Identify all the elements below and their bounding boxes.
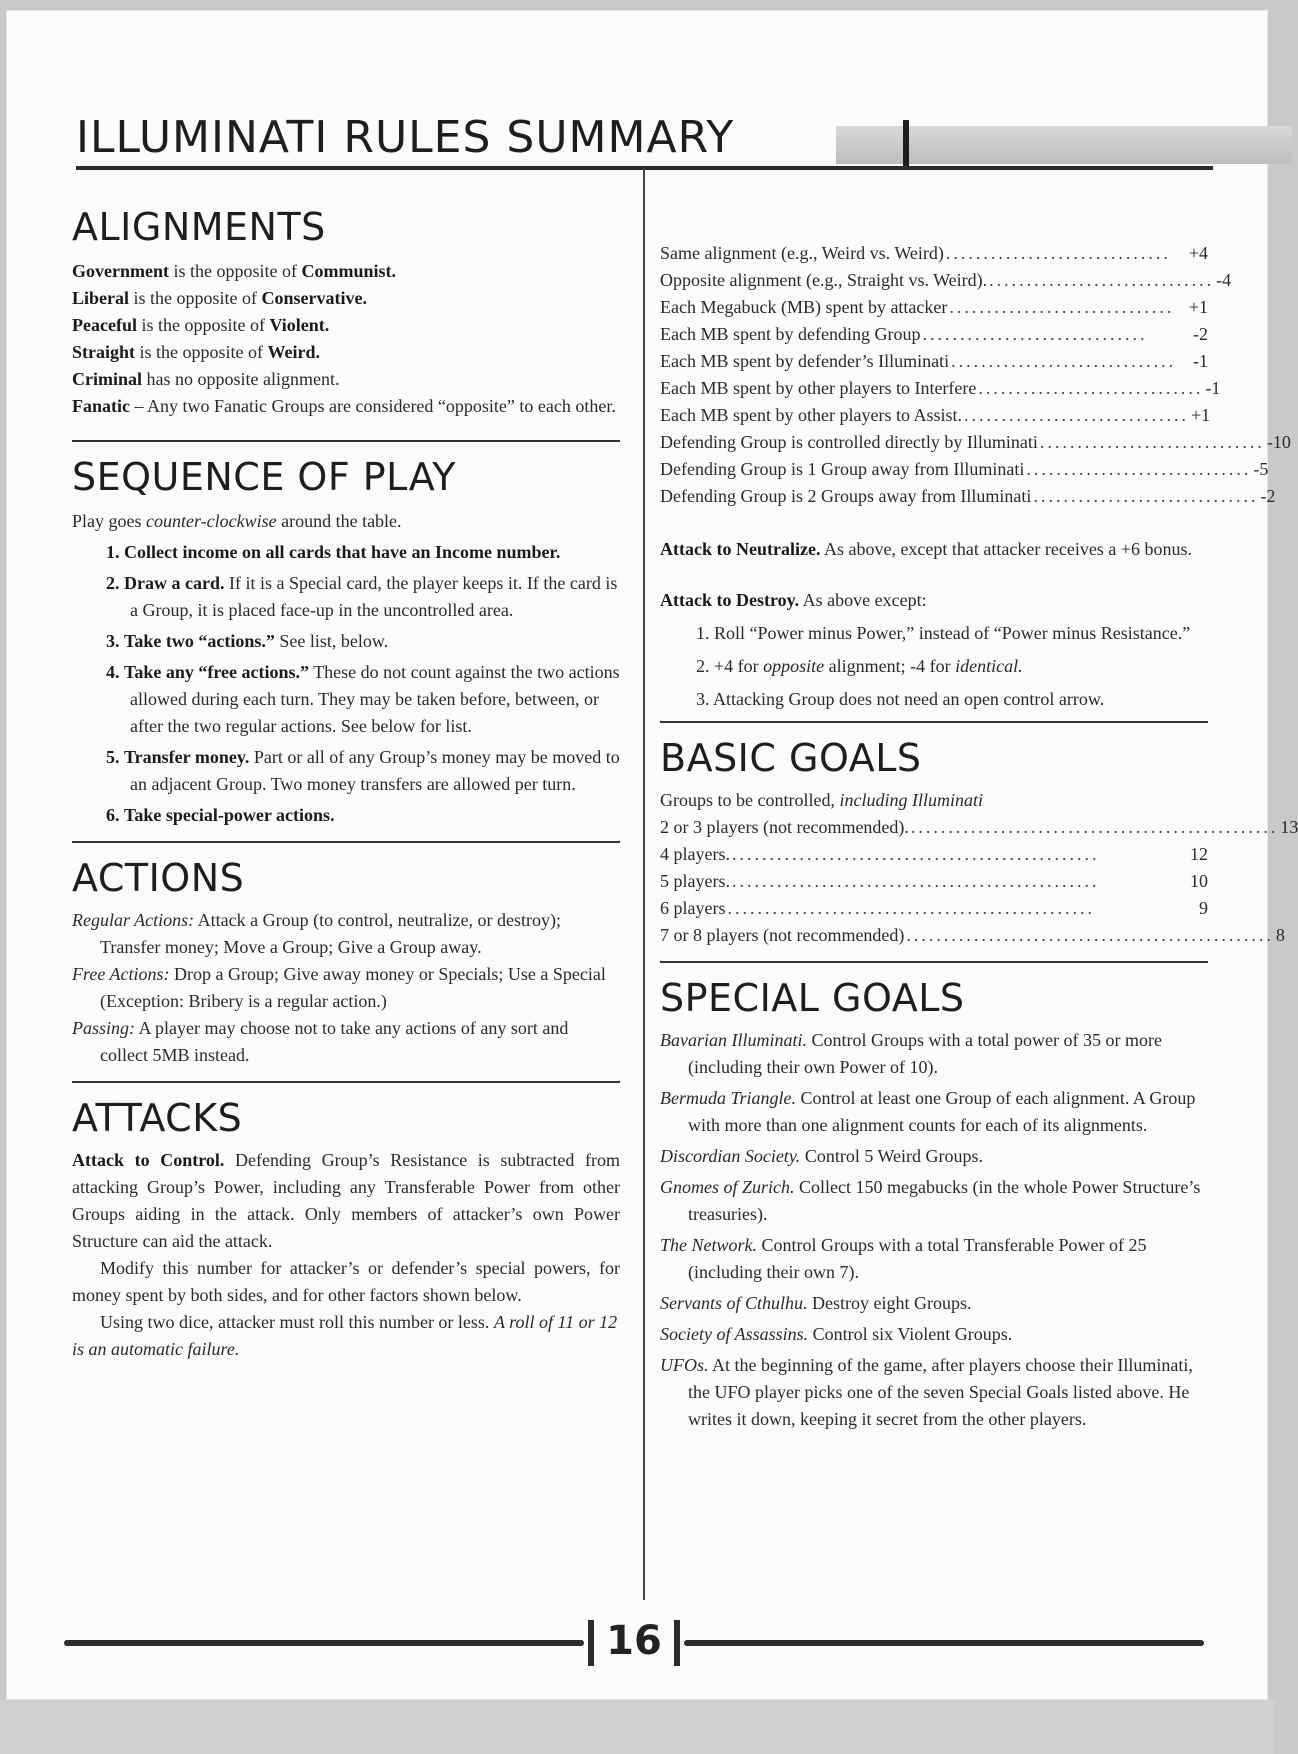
special-goal-item: Gnomes of Zurich. Collect 150 megabucks (in the whole Power Structure’s treasuries).	[660, 1177, 1201, 1224]
basic-goals-section	[660, 735, 1298, 949]
special-goals-heading: SPECIAL GOALS	[660, 976, 965, 1020]
action-item: Free Actions: Drop a Group; Give away money or Specials; Use a Special (Exception: Bribery is a regular action.)	[72, 964, 606, 1011]
modifier-row: Each MB spent by other players to Interfere .............................. -1	[660, 378, 1221, 398]
title-banner	[76, 112, 1213, 172]
modifier-row: Defending Group is controlled directly by Illuminati .............................. -10	[660, 432, 1291, 452]
special-goals-section	[660, 975, 1208, 1433]
list-item: 3. Take two “actions.” See list, below.	[106, 631, 389, 651]
destroy-list	[660, 620, 1208, 713]
attack-modifiers	[660, 240, 1291, 510]
alignment-line: Fanatic – Any two Fanatic Groups are considered “opposite” to each other.	[72, 396, 616, 416]
sequence-intro: Play goes counter-clockwise around the table.	[72, 511, 402, 531]
sequence-section	[72, 454, 620, 829]
special-goal-item: UFOs. At the beginning of the game, after players choose their Illuminati, the UFO player picks one of the seven Special Goals listed above. He writes it down, keeping it secret from the other players.	[660, 1355, 1193, 1429]
modifier-row: Each MB spent by other players to Assist. .............................. +1	[660, 405, 1211, 425]
section-divider	[72, 440, 620, 442]
modifier-row: Opposite alignment (e.g., Straight vs. Weird). .............................. -4	[660, 270, 1232, 290]
attack-neutralize-text: Attack to Neutralize. As above, except that attacker receives a +6 bonus.	[660, 539, 1192, 559]
list-item: 6. Take special-power actions.	[106, 805, 335, 825]
special-goal-item: Bavarian Illuminati. Control Groups with a total power of 35 or more (including their own Power of 10).	[660, 1030, 1162, 1077]
alignment-line: Criminal has no opposite alignment.	[72, 369, 340, 389]
alignments-heading: ALIGNMENTS	[72, 205, 326, 249]
sequence-heading: SEQUENCE OF PLAY	[72, 455, 456, 499]
alignment-line: Government is the opposite of Communist.	[72, 261, 396, 281]
actions-section	[72, 855, 620, 1069]
special-goal-item: Servants of Cthulhu. Destroy eight Groups.	[660, 1293, 972, 1313]
list-item: 1. Collect income on all cards that have an Income number.	[106, 542, 561, 562]
footer-rule-right	[684, 1640, 1204, 1646]
attacks-heading: ATTACKS	[72, 1096, 243, 1140]
alignment-line: Straight is the opposite of Weird.	[72, 342, 320, 362]
modifier-row: Each Megabuck (MB) spent by attacker .............................. +1	[660, 297, 1208, 317]
scan-margin	[0, 1700, 1275, 1754]
page-number: 16	[606, 1618, 662, 1664]
alignment-line: Liberal is the opposite of Conservative.	[72, 288, 367, 308]
action-item: Regular Actions: Attack a Group (to control, neutralize, or destroy); Transfer money; Move a Group; Give a Group away.	[72, 910, 562, 957]
attacks-section	[72, 1095, 620, 1363]
basic-goals-intro: Groups to be controlled, including Illuminati	[660, 790, 983, 810]
attack-control-text: Attack to Control. Defending Group’s Resistance is subtracted from attacking Group’s Power, including any Transferable Power from other Groups aiding in the attack. Only members of attacker’s own Power Structure can aid the attack.	[72, 1150, 620, 1251]
actions-heading: ACTIONS	[72, 856, 245, 900]
sequence-steps	[72, 539, 620, 829]
list-item: 2. +4 for opposite alignment; -4 for identical.	[696, 656, 1023, 676]
section-divider	[72, 1081, 620, 1083]
special-goal-item: The Network. Control Groups with a total Transferable Power of 25 (including their own 7).	[660, 1235, 1147, 1282]
goal-row: 4 players. ................................................. 12	[660, 844, 1208, 864]
left-column	[72, 204, 620, 1363]
goal-row: 5 players. ................................................. 10	[660, 871, 1208, 891]
attack-roll-text: Using two dice, attacker must roll this number or less. A roll of 11 or 12 is an automatic failure.	[72, 1312, 618, 1359]
page-footer	[64, 1618, 1204, 1666]
modifier-row: Each MB spent by defender’s Illuminati .............................. -1	[660, 351, 1208, 371]
special-goal-item: Discordian Society. Control 5 Weird Groups.	[660, 1146, 984, 1166]
goal-row: 2 or 3 players (not recommended). ................................................. 13	[660, 817, 1298, 837]
list-item: 3. Attacking Group does not need an open control arrow.	[696, 689, 1105, 709]
modifier-row: Same alignment (e.g., Weird vs. Weird) .............................. +4	[660, 243, 1208, 263]
attack-destroy-text: Attack to Destroy. As above except:	[660, 590, 927, 610]
list-item: 5. Transfer money. Part or all of any Group’s money may be moved to an adjacent Group. Two money transfers are allowed per turn.	[106, 747, 620, 794]
list-item: 4. Take any “free actions.” These do not count against the two actions allowed during each turn. They may be taken before, between, or after the two regular actions. See below for list.	[106, 662, 620, 736]
section-divider	[72, 841, 620, 843]
attack-modify-text: Modify this number for attacker’s or defender’s special powers, for money spent by both sides, and for other factors shown below.	[72, 1258, 620, 1305]
title-marker	[903, 120, 909, 166]
footer-bar-right	[674, 1620, 680, 1666]
page-title: ILLUMINATI RULES SUMMARY	[76, 112, 735, 163]
modifier-row: Each MB spent by defending Group .............................. -2	[660, 324, 1208, 344]
special-goal-item: Society of Assassins. Control six Violent Groups.	[660, 1324, 1013, 1344]
alignment-line: Peaceful is the opposite of Violent.	[72, 315, 330, 335]
basic-goals-heading: BASIC GOALS	[660, 736, 922, 780]
goal-row: 6 players ................................................. 9	[660, 898, 1208, 918]
section-divider	[660, 961, 1208, 963]
alignments-section	[72, 204, 620, 420]
section-divider	[660, 721, 1208, 723]
list-item: 2. Draw a card. If it is a Special card, the player keeps it. If the card is a Group, it is placed face-up in the uncontrolled area.	[106, 573, 618, 620]
special-goal-item: Bermuda Triangle. Control at least one Group of each alignment. A Group with more than one alignment counts for each of its alignments.	[660, 1088, 1196, 1135]
list-item: 1. Roll “Power minus Power,” instead of “Power minus Resistance.”	[696, 623, 1191, 643]
right-column	[660, 240, 1298, 1437]
column-divider	[643, 168, 645, 1600]
modifier-row: Defending Group is 2 Groups away from Illuminati .............................. -2	[660, 486, 1276, 506]
modifier-row: Defending Group is 1 Group away from Illuminati .............................. -5	[660, 459, 1269, 479]
goal-row: 7 or 8 players (not recommended) ................................................. 8	[660, 925, 1285, 945]
footer-rule-left	[64, 1640, 584, 1646]
action-item: Passing: A player may choose not to take any actions of any sort and collect 5MB instead.	[72, 1018, 569, 1065]
